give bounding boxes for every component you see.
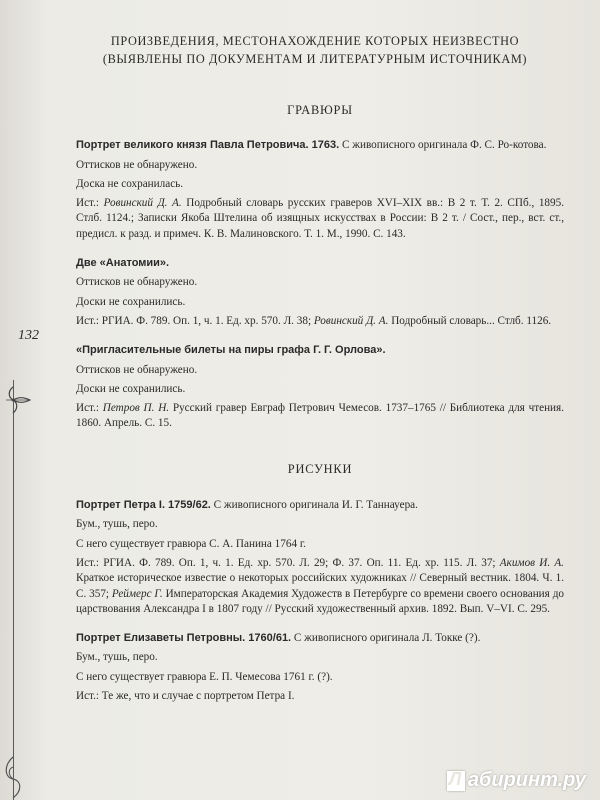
entry-source <box>76 689 564 704</box>
source-prefix: Ист.: <box>76 197 104 210</box>
page-header <box>46 32 584 68</box>
source-author: Петров П. Н. <box>102 402 170 415</box>
entry-title: «Пригласительные билеты на пиры графа Г. Г. Орлова». <box>76 344 386 357</box>
entry-note: Доска не сохранилась. <box>76 177 184 190</box>
entry-note: С него существует гравюра С. А. Панина 1764 г. <box>76 537 306 550</box>
flourish-ornament-icon <box>4 385 34 415</box>
entry-title: Портрет Елизаветы Петровны. 1760/61. <box>76 632 292 645</box>
margin-rule <box>13 380 14 800</box>
entry-note: Доски не сохранились. <box>76 382 186 395</box>
source-author: Ровинский Д. А. <box>313 314 389 327</box>
source-text: Краткое историческое известие о некоторых российских художниках // Северный вестник. 1804. Ч. 1. С. 357; <box>76 572 564 600</box>
header-line: ПРОИЗВЕДЕНИЯ, МЕСТОНАХОЖДЕНИЕ КОТОРЫХ НЕИЗВЕСТНО <box>110 34 520 48</box>
entry-source <box>76 401 564 432</box>
source-author: Акимов И. А. <box>499 556 564 569</box>
entry-source <box>76 196 564 242</box>
source-prefix: Ист.: РГИА. Ф. 789. Оп. 1, ч. 1. Ед. хр. 570. Л. 29; Ф. 37. Оп. 11. Ед. хр. 115. Л. 37; <box>76 556 500 569</box>
catalog-entry <box>76 138 564 242</box>
entry-title: Две «Анатомии». <box>76 257 170 270</box>
watermark-text: абиринт.ру <box>467 769 586 791</box>
entry-note: Оттисков не обнаружено. <box>76 158 198 171</box>
source-prefix: Ист.: <box>76 402 103 415</box>
source-author: Ровинский Д. А. <box>103 197 182 210</box>
source-prefix: Ист.: РГИА. Ф. 789. Оп. 1, ч. 1. Ед. хр. 570. Л. 38; <box>76 314 314 327</box>
catalog-entry <box>76 498 564 617</box>
page-content <box>76 32 564 718</box>
entry-title: Портрет великого князя Павла Петровича. 1763. <box>76 139 340 152</box>
entry-note: С него существует гравюра Е. П. Чемесова 1761 г. (?). <box>76 670 333 683</box>
source-text: Императорская Академия Художеств в Петербурге со времени своего основания до царствования Александра I в 1807 году // Русский художественный архив. 1892. Вып. V–VI. С. 295. <box>76 587 564 615</box>
labirint-logo-icon <box>447 771 465 791</box>
catalog-entry <box>76 343 564 431</box>
header-line: (ВЫЯВЛЕНЫ ПО ДОКУМЕНТАМ И ЛИТЕРАТУРНЫМ ИСТОЧНИКАМ) <box>102 52 528 66</box>
entry-subtitle: С живописного оригинала Л. Токке (?). <box>291 632 481 645</box>
swirl-ornament-icon <box>2 755 26 800</box>
entry-note: Оттисков не обнаружено. <box>76 276 198 289</box>
section-title: РИСУНКИ <box>287 461 353 476</box>
entry-note: Доски не сохранились. <box>76 295 186 308</box>
source-prefix: Ист.: Те же, что и случае с портретом Петра I. <box>76 690 295 703</box>
entry-subtitle: С живописного оригинала И. Г. Таннауера. <box>210 499 418 512</box>
entry-note: Бум., тушь, перо. <box>76 518 158 531</box>
section-title: ГРАВЮРЫ <box>287 103 353 117</box>
page-number: 132 <box>18 328 39 343</box>
entry-source <box>76 314 564 329</box>
source-text: Русский гравер Евграф Петрович Чемесов. 1737–1765 // Библиотека для чтения. 1860. Апрель. С. 15. <box>76 402 564 430</box>
entry-title: Портрет Петра I. 1759/62. <box>76 499 211 512</box>
entry-note: Бум., тушь, перо. <box>76 651 158 664</box>
source-text: Подробный словарь... Стлб. 1126. <box>388 314 552 327</box>
entry-subtitle: С живописного оригинала Ф. С. Ро-котова. <box>339 139 547 152</box>
catalog-entry <box>76 631 564 704</box>
entry-note: Оттисков не обнаружено. <box>76 363 198 376</box>
entry-source <box>76 556 564 617</box>
source-text: Подробный словарь русских граверов XVI–XIX вв.: В 2 т. Т. 2. СПб., 1895. Стлб. 1124.; Записки Якоба Штелина об изящных искусствах в России: В 2 т. / Сост., пер., вст. ст., предисл. к разд. и примеч. К. В. Малиновского. Т. 1. М., 1990. С. 143. <box>76 197 564 240</box>
catalog-entry <box>76 256 564 329</box>
watermark <box>447 769 586 792</box>
source-author: Реймерс Г. <box>111 587 163 600</box>
